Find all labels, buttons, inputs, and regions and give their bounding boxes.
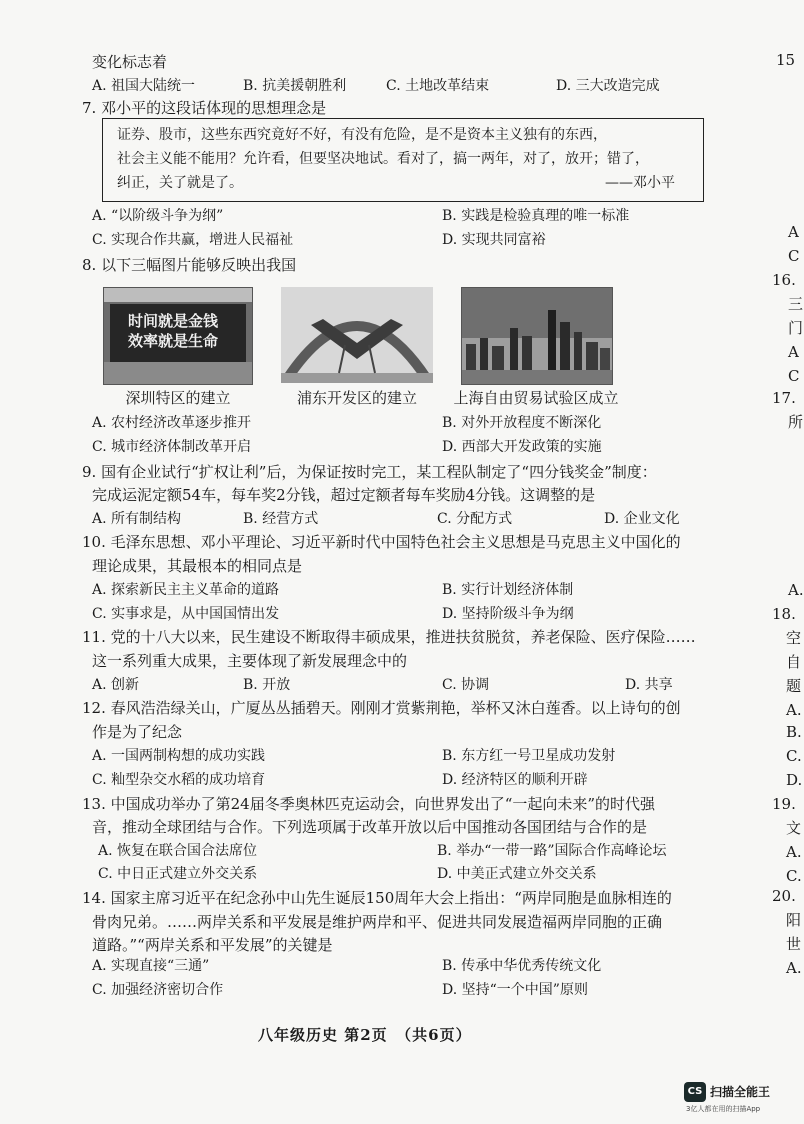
- scanner-app-name: 扫描全能王: [710, 1085, 771, 1099]
- scanner-logo: CS: [684, 1082, 706, 1102]
- q7-quote-line-2: 社会主义能不能用？允许看，但要坚决地试。看对了，搞一两年，对了，放开；错了，: [117, 151, 649, 167]
- q7-stem: 7. 邓小平的这段话体现的思想理念是: [82, 99, 327, 117]
- photo-shenzhen-billboard: [103, 287, 253, 385]
- q11-option-a: A. 创新: [92, 677, 140, 693]
- q8-stem: 8. 以下三幅图片能够反映出我国: [82, 256, 297, 274]
- edge-fragment: 18.: [772, 605, 796, 623]
- edge-fragment: A: [788, 343, 799, 361]
- edge-fragment: 阳: [786, 911, 802, 929]
- q7-quote-line-1: 证券、股市，这些东西究竟好不好，有没有危险，是不是资本主义独有的东西，: [117, 127, 607, 143]
- edge-fragment: 空: [786, 629, 802, 647]
- q14-stem-line-1: 14. 国家主席习近平在纪念孙中山先生诞辰150周年大会上指出：“两岸同胞是血脉相连的: [82, 889, 672, 907]
- q12-stem-line-2: 作是为了纪念: [92, 723, 183, 741]
- edge-fragment: 文: [786, 819, 802, 837]
- q9-option-a: A. 所有制结构: [92, 511, 182, 527]
- edge-fragment: A.: [786, 843, 802, 861]
- q10-stem-line-1: 10. 毛泽东思想、邓小平理论、习近平新时代中国特色社会主义思想是马克思主义中国化的: [82, 533, 681, 551]
- q6-option-d: D. 三大改造完成: [556, 78, 660, 94]
- q7-option-b: B. 实践是检验真理的唯一标准: [442, 208, 630, 224]
- q12-option-b: B. 东方红一号卫星成功发射: [442, 748, 616, 764]
- q6-stem-tail: 变化标志着: [92, 53, 168, 71]
- edge-fragment: 门: [788, 319, 804, 337]
- q9-option-d: D. 企业文化: [604, 511, 680, 527]
- edge-fragment: C: [788, 247, 800, 265]
- edge-fragment: 16.: [772, 271, 796, 289]
- edge-fragment: C: [788, 367, 800, 385]
- q9-option-b: B. 经营方式: [243, 511, 319, 527]
- q12-option-d: D. 经济特区的顺利开辟: [442, 772, 588, 788]
- q11-stem-line-1: 11. 党的十八大以来，民生建设不断取得丰硕成果，推进扶贫脱贫，养老保险、医疗保险……: [82, 628, 696, 646]
- edge-fragment: 19.: [772, 795, 796, 813]
- edge-fragment: 15: [776, 51, 796, 69]
- q8-option-c: C. 城市经济体制改革开启: [92, 439, 252, 455]
- photo-pudong-arch: [281, 287, 433, 383]
- photo-shanghai-skyline: [461, 287, 613, 385]
- q7-option-c: C. 实现合作共赢，增进人民福祉: [92, 232, 294, 248]
- q10-option-b: B. 实行计划经济体制: [442, 582, 574, 598]
- q10-option-d: D. 坚持阶级斗争为纲: [442, 606, 574, 622]
- q13-option-d: D. 中美正式建立外交关系: [437, 866, 597, 882]
- edge-fragment: A.: [786, 959, 802, 977]
- page-footer: 八年级历史 第2页 （共6页）: [258, 1026, 472, 1044]
- edge-fragment: 自: [786, 653, 802, 671]
- caption-shanghai-ftz: 上海自由贸易试验区成立: [453, 389, 619, 407]
- caption-shenzhen: 深圳特区的建立: [125, 389, 231, 407]
- edge-fragment: A.: [788, 581, 804, 599]
- q9-stem-line-1: 9. 国有企业试行“扩权让利”后，为保证按时完工，某工程队制定了“四分钱奖金”制度：: [82, 463, 657, 481]
- q7-quote-line-3: 纠正，关了就是了。: [117, 175, 243, 191]
- photo-slogan-line-2: 效率就是生命: [128, 332, 219, 350]
- edge-fragment: D.: [786, 771, 803, 789]
- q13-option-b: B. 举办“一带一路”国际合作高峰论坛: [437, 843, 667, 859]
- q6-option-b: B. 抗美援朝胜利: [243, 78, 347, 94]
- q12-option-c: C. 籼型杂交水稻的成功培育: [92, 772, 266, 788]
- q8-option-d: D. 西部大开发政策的实施: [442, 439, 602, 455]
- q14-stem-line-3: 道路。”“两岸关系和平发展”的关键是: [92, 936, 333, 954]
- q14-option-c: C. 加强经济密切合作: [92, 982, 224, 998]
- q12-option-a: A. 一国两制构想的成功实践: [92, 748, 266, 764]
- edge-fragment: B.: [786, 723, 802, 741]
- q10-option-c: C. 实事求是，从中国国情出发: [92, 606, 280, 622]
- q13-option-a: A. 恢复在联合国合法席位: [98, 843, 258, 859]
- edge-fragment: C.: [786, 747, 802, 765]
- q11-option-d: D. 共享: [625, 677, 673, 693]
- q14-option-d: D. 坚持“一个中国”原则: [442, 982, 588, 998]
- q13-option-c: C. 中日正式建立外交关系: [98, 866, 258, 882]
- edge-fragment: 20.: [772, 887, 796, 905]
- q9-option-c: C. 分配方式: [437, 511, 513, 527]
- q7-option-d: D. 实现共同富裕: [442, 232, 546, 248]
- q6-option-a: A. 祖国大陆统一: [92, 78, 196, 94]
- q11-stem-line-2: 这一系列重大成果，主要体现了新发展理念中的: [92, 652, 408, 670]
- q14-stem-line-2: 骨肉兄弟。……两岸关系和平发展是维护两岸和平、促进共同发展造福两岸同胞的正确: [92, 913, 663, 931]
- q8-option-a: A. 农村经济改革逐步推开: [92, 415, 252, 431]
- q10-stem-line-2: 理论成果，其最根本的相同点是: [92, 557, 303, 575]
- next-page-edge: [770, 0, 804, 1080]
- edge-fragment: C.: [786, 867, 802, 885]
- q7-quote-box: [102, 118, 704, 202]
- q13-stem-line-1: 13. 中国成功举办了第24届冬季奥林匹克运动会，向世界发出了“一起向未来”的时代强: [82, 795, 656, 813]
- photo-slogan-line-1: 时间就是金钱: [128, 312, 219, 330]
- scanner-tagline: 3亿人都在用的扫描App: [686, 1105, 761, 1113]
- edge-fragment: 三: [788, 295, 804, 313]
- q9-stem-line-2: 完成运泥定额54车，每车奖2分钱，超过定额者每车奖励4分钱。这调整的是: [92, 486, 596, 504]
- edge-fragment: 17.: [772, 389, 796, 407]
- q11-option-c: C. 协调: [442, 677, 490, 693]
- q14-option-b: B. 传承中华优秀传统文化: [442, 958, 602, 974]
- edge-fragment: 世: [786, 935, 802, 953]
- q8-option-b: B. 对外开放程度不断深化: [442, 415, 602, 431]
- q12-stem-line-1: 12. 春风浩浩绿关山，广厦丛丛插碧天。刚刚才赏紫荆艳，举杯又沐白莲香。以上诗句的创: [82, 699, 681, 717]
- q7-option-a: A. “以阶级斗争为纲”: [92, 208, 224, 224]
- edge-fragment: 所: [788, 413, 804, 431]
- edge-fragment: A.: [786, 701, 802, 719]
- edge-fragment: A: [788, 223, 799, 241]
- q13-stem-line-2: 音，推动全球团结与合作。下列选项属于改革开放以后中国推动各国团结与合作的是: [92, 818, 648, 836]
- q7-quote-author: ——邓小平: [605, 175, 675, 191]
- q14-option-a: A. 实现直接“三通”: [92, 958, 210, 974]
- edge-fragment: 题: [786, 677, 802, 695]
- q10-option-a: A. 探索新民主主义革命的道路: [92, 582, 280, 598]
- q11-option-b: B. 开放: [243, 677, 291, 693]
- caption-pudong: 浦东开发区的建立: [296, 389, 417, 407]
- q6-option-c: C. 土地改革结束: [386, 78, 490, 94]
